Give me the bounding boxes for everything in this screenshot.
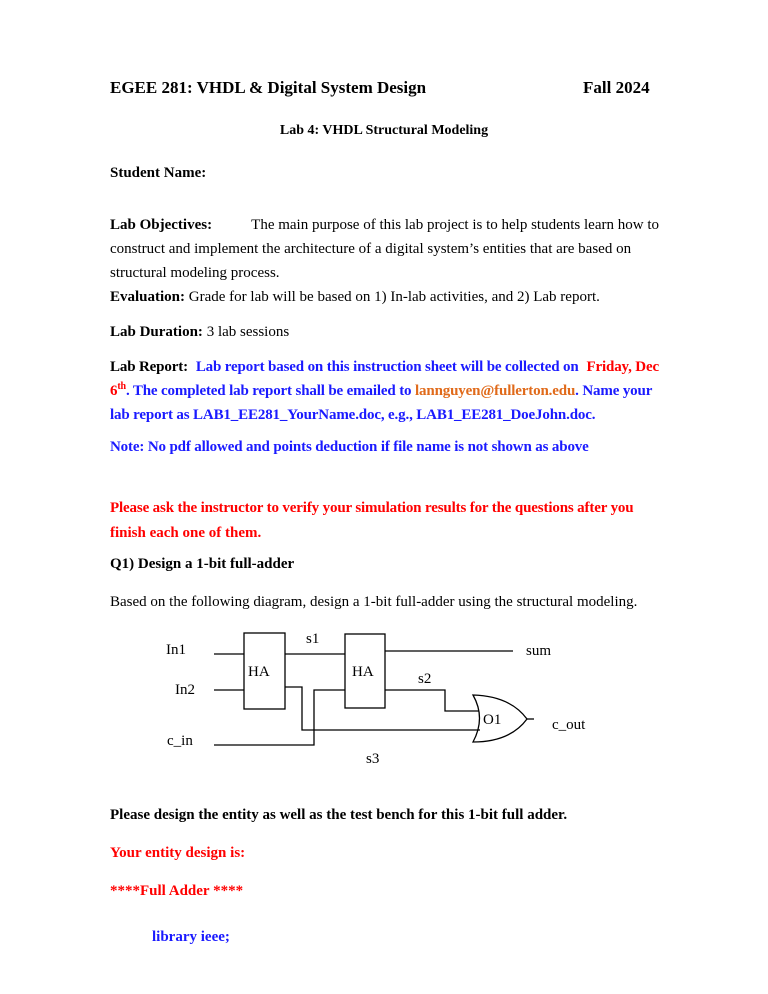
label-s1: s1 xyxy=(306,631,320,647)
label-in1: In1 xyxy=(166,642,186,658)
duration: Lab Duration: 3 lab sessions xyxy=(110,324,290,340)
report-line-2: 6th. The completed lab report shall be emailed to lannguyen@fullerton.edu. Name your xyxy=(110,381,653,399)
code-line: library ieee; xyxy=(152,929,230,945)
label-c-out: c_out xyxy=(552,717,586,733)
label-s3: s3 xyxy=(366,751,380,767)
label-sum: sum xyxy=(526,643,552,659)
label-o1: O1 xyxy=(483,712,502,728)
email-link[interactable]: lannguyen@fullerton.edu xyxy=(415,383,576,399)
objectives-line-3: structural modeling process. xyxy=(110,265,280,281)
evaluation: Evaluation: Grade for lab will be based on 1) In-lab activities, and 2) Lab report. xyxy=(110,289,600,305)
report-line-3: lab report as LAB1_EE281_YourName.doc, e.g., LAB1_EE281_DoeJohn.doc. xyxy=(110,407,596,423)
label-ha2: HA xyxy=(352,664,374,680)
design-prompt: Please design the entity as well as the test bench for this 1-bit full adder. xyxy=(110,807,568,823)
lab-title: Lab 4: VHDL Structural Modeling xyxy=(279,123,489,138)
student-name-label: Student Name: xyxy=(110,165,207,181)
note: Note: No pdf allowed and points deduction if file name is not shown as above xyxy=(110,439,589,455)
term: Fall 2024 xyxy=(583,78,650,97)
entity-label: Your entity design is: xyxy=(110,845,246,861)
label-in2: In2 xyxy=(175,682,195,698)
objectives-line-2: construct and implement the architecture of a digital system’s entities that are based on xyxy=(110,241,632,257)
label-ha1: HA xyxy=(248,664,270,680)
report-line-1: Lab Report: Lab report based on this instruction sheet will be collected on Friday, Dec xyxy=(110,359,659,375)
full-adder-heading: ****Full Adder **** xyxy=(110,883,244,899)
q1-title: Q1) Design a 1-bit full-adder xyxy=(110,556,295,572)
q1-description: Based on the following diagram, design a 1-bit full-adder using the structural modeling. xyxy=(110,594,638,610)
course-title: EGEE 281: VHDL & Digital System Design xyxy=(110,78,427,97)
label-c-in: c_in xyxy=(167,733,193,749)
verify-line-1: Please ask the instructor to verify your simulation results for the questions after you xyxy=(110,500,634,516)
verify-line-2: finish each one of them. xyxy=(110,525,262,541)
label-s2: s2 xyxy=(418,671,432,687)
objectives-line-1: Lab Objectives: The main purpose of this lab project is to help students learn how to xyxy=(110,217,659,233)
